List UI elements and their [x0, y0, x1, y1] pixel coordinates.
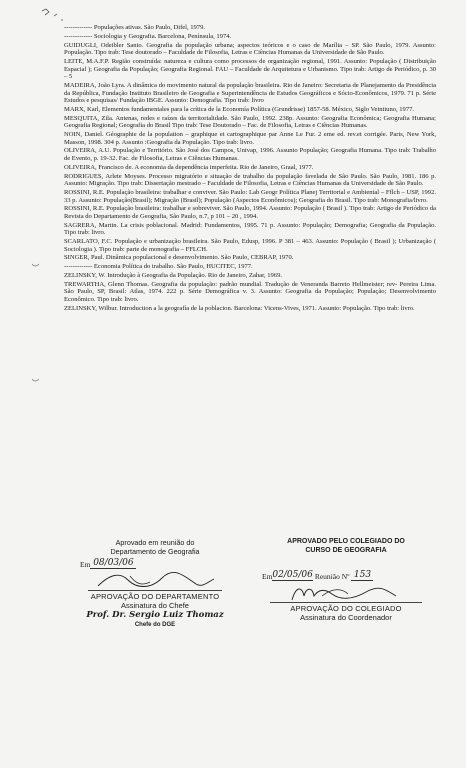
reference-entry: MADEIRA, João Lyra. A dinâmica do movimento natural da população brasileira. Rio de Janeiro: Secretaria de Planejamento da Presidência da República, Fundação Instituto Brasileiro de Geografia e Superintendência de Estudos Geográficos e Sócio-Econômicos, 1979. 71 p. Série Estudos e pesquisas/ Fundação IBGE. Assunto: Demografia. Tipo trab: livro	[64, 81, 436, 105]
approval-date-row	[80, 559, 230, 569]
reference-entry: OLIVEIRA, A.U. População e Território. São José dos Campos, Univap, 1996. Assunto População; Geografia Humana. Tipo trab: Trabalho de Evento, p. 19-32. Fac. de Filosofia, Letras e Ciências Humanas.	[64, 147, 436, 162]
signature-subcaption: Assinatura do Chefe	[121, 601, 189, 610]
date-prefix: Em	[80, 560, 91, 569]
reference-entry: TREWARTHA, Glenn Thomas. Geografia da população: padrão mundial. Tradução de Veneranda Barreto Hellmeister; rev- Pereira Lima. São Paulo, SP, Brasil: Atlas, 1974. 222 p. Série Demográfica v. 3. Assunto: Geografia da População; População; Desenvolvimento Econômico. Tipo trab: livro.	[64, 280, 436, 303]
signature-image	[262, 582, 430, 602]
reference-entry: MESQUITA, Zila. Antenas, redes e raízes da territorialidade. São Paulo, 1992. 238p. Assunto: Geografia Econômica; Geografia Humana; Geografia Regional; Geografia do Brasil Tipo trab: Tese Doutorado – Fac. de Filosofia, Letras e Ciências Humanas.	[64, 114, 436, 130]
signature-caption: APROVAÇÃO DO DEPARTAMENTO	[88, 590, 222, 601]
reference-entry: ROSSINI, R.E. População brasileira: trabalhar e sobreviver. São Paulo, 1994. Assunto: População ( Brasil ). Tipo trab: Artigo de Periódico da Revista do Departamento de Geografia, São Paulo, n.7, p 101 – 20 , 1994.	[64, 205, 436, 220]
role-label: Chefe do DGE	[134, 622, 176, 628]
reference-entry: GUIDUGLI, Odeibler Santo. Geografia da população urbana; aspectos teóricos e o caso de Marília – SP. São Paulo, 1979. Assunto: População. Tipo trab: Tese doutorado – Faculdade de Filosofia, Letras e Ciências Humanas da Universidade de São Paulo.	[64, 41, 436, 57]
punch-hole-mark	[32, 255, 39, 260]
reference-list	[64, 24, 436, 314]
reference-entry: ------------- Populações ativas. São Paulo, Difel, 1979.	[64, 24, 205, 31]
stamp-line: Aprovado em reunião do	[115, 538, 195, 547]
signature-image	[80, 570, 230, 590]
colegiado-approval-stamp	[262, 538, 430, 622]
reference-entry: LEITE, M.A.F.P. Região construída: natureza e cultura como processos de organização regional, 1991. Assunto: População ( Distribuição Espacial ); Geografia da População; Geografia Regional. FAU – Faculdade de Arquitetura e Urbanismo. Tipo trab: Artigo de Periódico, p. 30 – 5	[64, 57, 436, 81]
reference-entry: ------------- Sociologia y Geografia. Barcelona, Península, 1974.	[64, 32, 232, 40]
stamp-line: Departamento de Geografia	[110, 547, 200, 556]
reference-entry: OLIVEIRA, Francisco de. A economia da dependência imperfeita. Rio de Janeiro, Graal, 1977.	[64, 163, 314, 171]
reference-entry: ROSSINI, R.E. População brasileira: trabalhar e conviver. São Paulo: Lab Geogr Política Planej Territorial e Ambiental – Fflch – USP, 1992. 33 p. Assunto: População(Brasil); Migração (Brasil); População (Aspectos Econômicos); Geografia do Brasil. Tipo trab: Monografia/livro.	[64, 188, 436, 204]
department-approval-stamp	[80, 538, 230, 630]
reference-entry: SCARLATO, F.C. População e urbanização brasileira. São Paulo, Edusp, 1996. P 381 – 463. Assunto: População ( Brasil ); Urbanização ( Sociologia ). Tipo trab: parte de monografia – FFLCH.	[64, 238, 436, 253]
meeting-prefix: Reunião Nº	[314, 572, 350, 581]
date-prefix: Em	[262, 572, 273, 581]
reference-entry: SAGRERA, Martin. La crisis poblacional. Madrid: Fundamentos, 1995. 71 p. Assunto: População; Demografia; Geografia da População. Tipo trab: livro.	[64, 221, 436, 237]
scan-artifact-mark	[40, 6, 80, 24]
meeting-number: 153	[351, 571, 373, 581]
signature-subcaption: Assinatura do Coordenador	[300, 613, 392, 622]
reference-entry: MARX, Karl, Elementos fundamentales para la crítica de la Economía Política (Grundrisse) 1857-58. México, Siglo Veintiuno, 1977.	[64, 105, 415, 113]
punch-hole-mark	[32, 370, 39, 375]
reference-entry: ------------- Economia Política do trabalho. São Paulo, HUCITEC, 1977.	[64, 263, 253, 271]
reference-entry: SINGER, Paul. Dinâmica populacional e desenvolvimento. São Paulo, CEBRAP, 1970.	[64, 254, 294, 262]
reference-entry: RODRIGUES, Arlete Moyses. Processo migratório e situação de trabalho da população favelada de São Paulo. São Paulo, 1981. 186 p. Assunto: Migração. Tipo trab: Dissertação mestrado – Faculdade de Filosofia, Letras e Ciências Humanas da Universidade de São Paulo.	[64, 172, 436, 188]
reference-entry: ZELINSKY, W. Introdução à Geografia da População. Rio de Janeiro, Zahar, 1969.	[64, 272, 282, 279]
reference-entry: ZELINSKY, Wilbur. Introduction a la geografía de la poblacion. Barcelona: Vicens-Vives, 1971. Assunto: População. Tipo trab: livro.	[64, 304, 415, 312]
stamp-title: CURSO DE GEOGRAFIA	[305, 546, 387, 554]
professor-name-stamp: Prof. Dr. Sergio Luiz Thomaz	[86, 610, 224, 620]
approval-date-row	[262, 571, 430, 581]
approval-date: 08/03/06	[90, 559, 136, 569]
reference-entry: NOIN, Daniel. Géographie de la population – graphique et cartographique par Anne Le Fur. 2 eme ed. rev.et corrigée. Paris, New York, Masson, 1998. 304 p. Assunto :Geografia da População. Tipo trab: livro.	[64, 131, 436, 146]
stamp-title: APROVADO PELO COLEGIADO DO	[287, 538, 405, 545]
approval-date: 02/05/06	[272, 570, 313, 580]
signature-caption: APROVAÇÃO DO COLEGIADO	[270, 602, 422, 613]
